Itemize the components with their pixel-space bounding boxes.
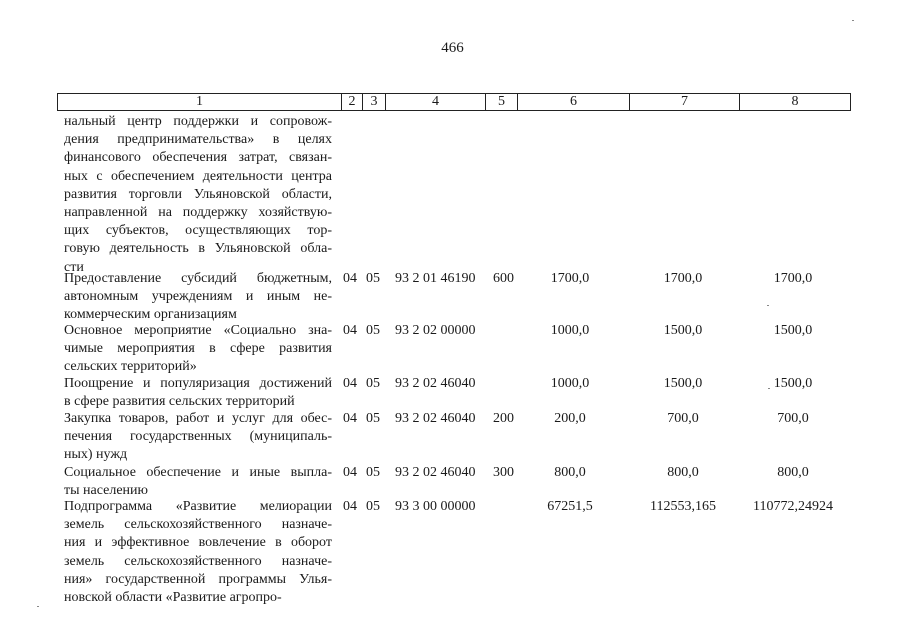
page-number: 466	[441, 40, 464, 56]
description-line: коммерческим организациям	[64, 307, 237, 323]
row-value-col6: 1700,0	[550, 271, 590, 286]
row-value-col7: 112553,165	[650, 499, 716, 514]
row-section-code: 04	[343, 376, 357, 391]
row-value-col7: 1500,0	[663, 376, 703, 391]
row-expense-type: 200	[493, 411, 514, 426]
row-value-col8: 1500,0	[773, 323, 813, 338]
row-value-col8: 800,0	[777, 465, 809, 480]
description-line: щих субъектов, осуществляющих тор-	[64, 223, 332, 239]
description-line: печения государственных (муниципаль-	[64, 429, 332, 445]
row-section-code: 04	[343, 499, 357, 514]
row-value-col8: 700,0	[777, 411, 809, 426]
row-value-col8: 1500,0	[773, 376, 813, 391]
description-line: ных с обеспечением деятельности центра	[64, 168, 332, 184]
description-line: ты населению	[64, 483, 148, 499]
description-line: говую деятельность в Ульяновской обла-	[64, 241, 332, 257]
description-line: Поощрение и популяризация достижений	[64, 376, 332, 391]
description-line: развития торговли Ульяновской области,	[64, 186, 332, 202]
row-expense-type: 300	[493, 465, 514, 480]
description-line: сти	[64, 259, 84, 275]
row-value-col6: 1000,0	[550, 376, 590, 391]
row-target-article: 93 2 02 46040	[395, 465, 476, 480]
column-header-8: 8	[740, 94, 851, 111]
description-line: направленной на поддержку хозяйствую-	[64, 205, 332, 221]
description-line: земель сельскохозяйственного назначе-	[64, 553, 332, 569]
description-line: ния» государственной программы Улья-	[64, 571, 332, 587]
column-header-3: 3	[363, 94, 386, 111]
description-line: ния и эффективное вовлечение в оборот	[64, 535, 332, 551]
row-description	[64, 464, 332, 500]
row-value-col8: 1700,0	[773, 271, 813, 286]
description-line: автономным учреждениям и иным не-	[64, 289, 332, 305]
description-line: в сфере развития сельских территорий	[64, 394, 295, 410]
row-value-col8: 110772,24924	[753, 499, 833, 514]
row-target-article: 93 2 02 00000	[395, 323, 476, 338]
row-value-col7: 1500,0	[663, 323, 703, 338]
row-description	[64, 410, 332, 465]
row-description	[64, 322, 332, 377]
row-subsection-code: 05	[366, 411, 380, 426]
row-description	[64, 498, 332, 607]
row-subsection-code: 05	[366, 271, 380, 286]
description-line: земель сельскохозяйственного назначе-	[64, 517, 332, 533]
row-target-article: 93 2 02 46040	[395, 376, 476, 391]
row-subsection-code: 05	[366, 499, 380, 514]
row-section-code: 04	[343, 271, 357, 286]
scan-speck	[37, 606, 39, 607]
description-line: финансового обеспечения затрат, связан-	[64, 150, 332, 166]
column-header-5: 5	[486, 94, 518, 111]
description-line: дения предпринимательства» в целях	[64, 132, 332, 148]
row-subsection-code: 05	[366, 323, 380, 338]
row-description	[64, 270, 332, 325]
description-line: Социальное обеспечение и иные выпла-	[64, 465, 332, 480]
column-header-2: 2	[342, 94, 363, 111]
description-line: нальный центр поддержки и сопровож-	[64, 114, 332, 129]
row-value-col7: 800,0	[667, 465, 699, 480]
description-line: новской области «Развитие агропро-	[64, 590, 282, 606]
row-value-col7: 1700,0	[663, 271, 703, 286]
row-value-col6: 1000,0	[550, 323, 590, 338]
column-header-7: 7	[630, 94, 740, 111]
row-value-col7: 700,0	[667, 411, 699, 426]
description-line: сельских территорий»	[64, 359, 197, 375]
row-section-code: 04	[343, 465, 357, 480]
scan-speck	[768, 388, 770, 389]
description-line: Предоставление субсидий бюджетным,	[64, 271, 332, 286]
column-header-4: 4	[386, 94, 486, 111]
row-description	[64, 113, 332, 277]
description-line: Подпрограмма «Развитие мелиорации	[64, 499, 332, 514]
row-value-col6: 67251,5	[547, 499, 593, 514]
row-target-article: 93 2 01 46190	[395, 271, 476, 286]
scan-speck	[852, 20, 854, 21]
description-line: чимые мероприятия в сфере развития	[64, 341, 332, 357]
description-line: Закупка товаров, работ и услуг для обес-	[64, 411, 332, 426]
column-header-6: 6	[518, 94, 630, 111]
row-subsection-code: 05	[366, 376, 380, 391]
row-description	[64, 375, 332, 411]
row-value-col6: 200,0	[554, 411, 586, 426]
column-header-1: 1	[58, 94, 342, 111]
row-section-code: 04	[343, 323, 357, 338]
row-target-article: 93 2 02 46040	[395, 411, 476, 426]
scan-speck	[767, 305, 769, 306]
row-target-article: 93 3 00 00000	[395, 499, 476, 514]
description-line: Основное мероприятие «Социально зна-	[64, 323, 332, 338]
row-value-col6: 800,0	[554, 465, 586, 480]
description-line: ных) нужд	[64, 447, 128, 463]
row-subsection-code: 05	[366, 465, 380, 480]
row-section-code: 04	[343, 411, 357, 426]
row-expense-type: 600	[493, 271, 514, 286]
